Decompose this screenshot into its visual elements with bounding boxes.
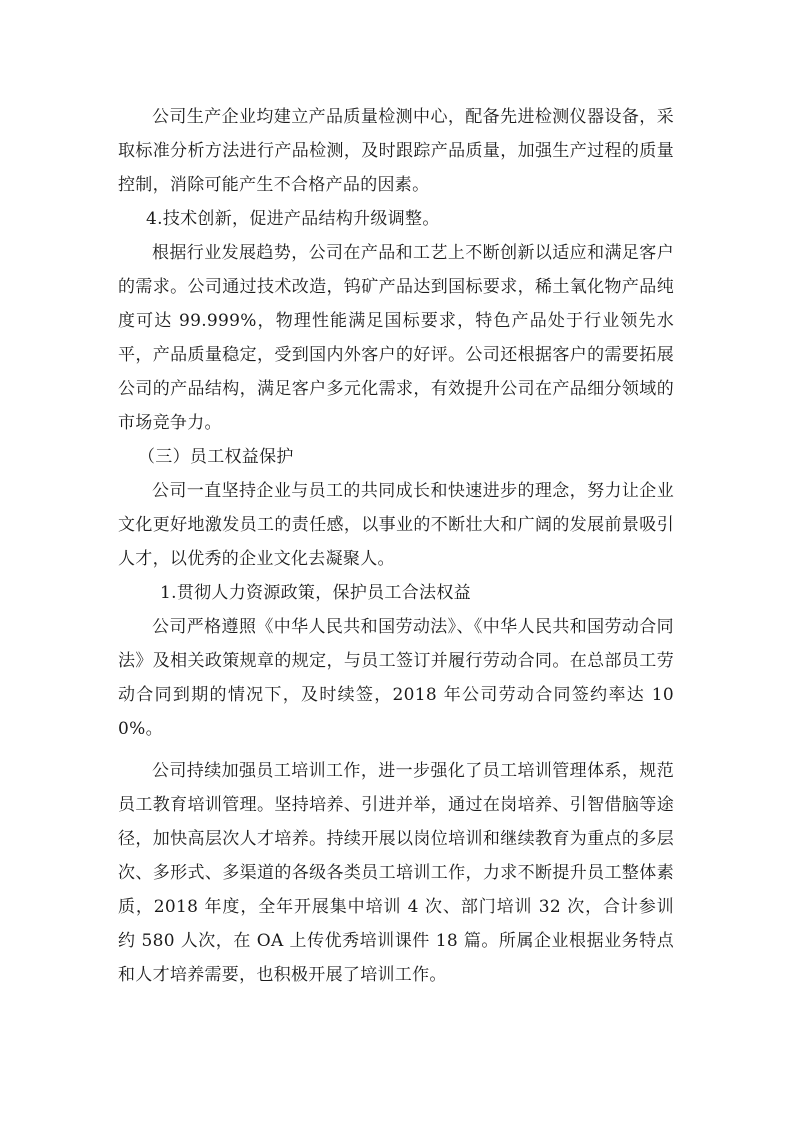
document-body — [118, 100, 674, 992]
paragraph-quality-inspection: 公司生产企业均建立产品质量检测中心，配备先进检测仪器设备，采取标准分析方法进行产品检测，及时跟踪产品质量，加强生产过程的质量控制，消除可能产生不合格产品的因素。 — [118, 107, 674, 195]
heading-hr-policy: 1.贯彻人力资源政策，保护员工合法权益 — [160, 583, 471, 603]
heading-employee-rights: （三）员工权益保护 — [138, 447, 294, 467]
paragraph-employee-training: 公司持续加强员工培训工作，进一步强化了员工培训管理体系，规范员工教育培训管理。坚持培养、引进并举，通过在岗培养、引智借脑等途径，加快高层次人才培养。持续开展以岗位培训和继续教育为重点的多层次、多形式、多渠道的各级各类员工培训工作，力求不断提升员工整体素质，2018 年度，全年开展集中培训 4 次、部门培训 32 次，合计参训约 580 人次，在 OA 上传优秀培训课件 18 篇。所属企业根据业务特点和人才培养需要，也积极开展了培训工作。 — [118, 761, 674, 985]
paragraph-labor-contract: 公司严格遵照《中华人民共和国劳动法》、《中华人民共和国劳动合同法》及相关政策规章的规定，与员工签订并履行劳动合同。在总部员工劳动合同到期的情况下，及时续签，2018 年公司劳动合同签约率达 100%。 — [118, 617, 674, 739]
paragraph-technical-innovation: 根据行业发展趋势，公司在产品和工艺上不断创新以适应和满足客户的需求。公司通过技术改造，钨矿产品达到国标要求，稀土氧化物产品纯度可达 99.999%，物理性能满足国标要求，特色产品处于行业领先水平，产品质量稳定，受到国内外客户的好评。公司还根据客户的需要拓展公司的产品结构，满足客户多元化需求，有效提升公司在产品细分领域的市场竞争力。 — [118, 243, 674, 433]
paragraph-employee-philosophy: 公司一直坚持企业与员工的共同成长和快速进步的理念，努力让企业文化更好地激发员工的责任感，以事业的不断壮大和广阔的发展前景吸引人才，以优秀的企业文化去凝聚人。 — [118, 481, 674, 569]
heading-technical-innovation: 4.技术创新，促进产品结构升级调整。 — [146, 209, 440, 229]
